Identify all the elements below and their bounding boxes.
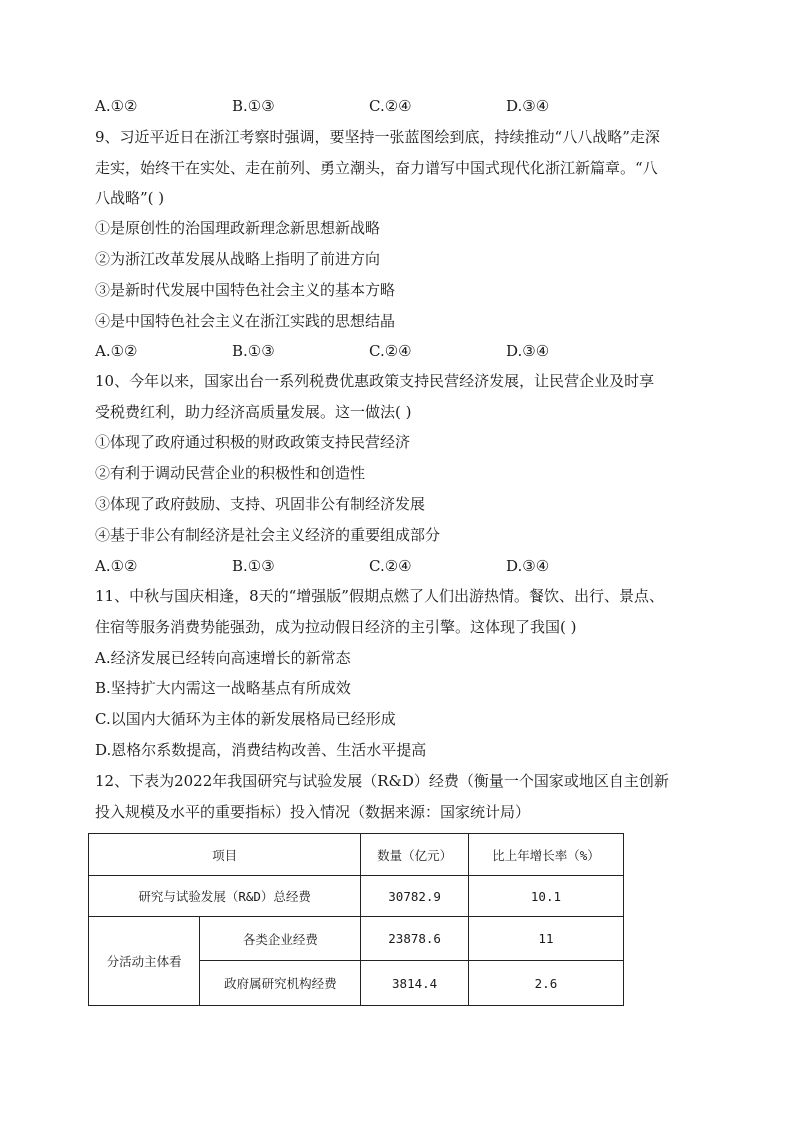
q9-option-a[interactable]: A.①② [95, 342, 138, 360]
q8-options [95, 96, 705, 116]
total-amount: 30782.9 [361, 876, 469, 917]
row-label: 各类企业经费 [200, 917, 361, 961]
q10-stem-line-2: 受税费红利，助力经济高质量发展。这一做法( ) [95, 403, 412, 421]
q9-item-2: ②为浙江改革发展从战略上指明了前进方向 [95, 250, 381, 268]
q11-option-a[interactable]: A.经济发展已经转向高速增长的新常态 [95, 649, 351, 667]
table-row [89, 917, 624, 961]
q10-option-d[interactable]: D.③④ [506, 557, 550, 575]
q8-option-c[interactable]: C.②④ [369, 97, 412, 115]
q10-option-b[interactable]: B.①③ [232, 557, 275, 575]
header-growth: 比上年增长率（%） [468, 834, 623, 876]
group-label: 分活动主体看 [89, 917, 200, 1006]
q11-option-b[interactable]: B.坚持扩大内需这一战略基点有所成效 [95, 679, 351, 697]
row-growth: 11 [468, 917, 623, 961]
total-growth: 10.1 [468, 876, 623, 917]
header-amount: 数量（亿元） [361, 834, 469, 876]
q9-item-3: ③是新时代发展中国特色社会主义的基本方略 [95, 281, 396, 299]
table-header-row [89, 834, 624, 876]
q10-item-1: ①体现了政府通过积极的财政政策支持民营经济 [95, 433, 411, 451]
total-label: 研究与试验发展（R&D）总经费 [89, 876, 361, 917]
q11-stem-line-1: 11、中秋与国庆相逢，8天的“增强版”假期点燃了人们出游热情。餐饮、出行、景点、 [95, 587, 664, 605]
rd-expenditure-table [88, 833, 624, 1006]
q10-item-2: ②有利于调动民营企业的积极性和创造性 [95, 464, 366, 482]
q10-item-3: ③体现了政府鼓励、支持、巩固非公有制经济发展 [95, 495, 426, 513]
row-amount: 3814.4 [361, 961, 469, 1006]
q9-option-c[interactable]: C.②④ [369, 342, 412, 360]
q12-stem-line-2: 投入规模及水平的重要指标）投入情况（数据来源：国家统计局） [95, 803, 531, 821]
q9-stem-line-2: 走实，始终干在实处、走在前列、勇立潮头，奋力谱写中国式现代化浙江新篇章。“八 [95, 159, 658, 177]
q11-option-c[interactable]: C.以国内大循环为主体的新发展格局已经形成 [95, 710, 396, 728]
q11-stem-line-2: 住宿等服务消费势能强劲，成为拉动假日经济的主引擎。这体现了我国( ) [95, 618, 577, 636]
q8-option-a[interactable]: A.①② [95, 97, 138, 115]
q10-options [95, 556, 705, 576]
q9-options [95, 341, 705, 361]
q9-item-4: ④是中国特色社会主义在浙江实践的思想结晶 [95, 312, 396, 330]
q9-stem-line-1: 9、习近平近日在浙江考察时强调，要坚持一张蓝图绘到底，持续推动“八八战略”走深 [95, 128, 660, 146]
q10-stem-line-1: 10、今年以来，国家出台一系列税费优惠政策支持民营经济发展，让民营企业及时享 [95, 372, 655, 390]
q9-option-b[interactable]: B.①③ [232, 342, 275, 360]
q8-option-d[interactable]: D.③④ [506, 97, 550, 115]
q10-option-a[interactable]: A.①② [95, 557, 138, 575]
q9-stem-line-3: 八战略”( ) [95, 189, 165, 207]
row-amount: 23878.6 [361, 917, 469, 961]
q9-item-1: ①是原创性的治国理政新理念新思想新战略 [95, 219, 381, 237]
q8-option-b[interactable]: B.①③ [232, 97, 275, 115]
q10-item-4: ④基于非公有制经济是社会主义经济的重要组成部分 [95, 526, 441, 544]
q12-stem-line-1: 12、下表为2022年我国研究与试验发展（R&D）经费（衡量一个国家或地区自主创新 [95, 772, 669, 790]
q10-option-c[interactable]: C.②④ [369, 557, 412, 575]
row-label: 政府属研究机构经费 [200, 961, 361, 1006]
header-item: 项目 [89, 834, 361, 876]
row-growth: 2.6 [468, 961, 623, 1006]
q11-option-d[interactable]: D.恩格尔系数提高，消费结构改善、生活水平提高 [95, 741, 427, 759]
table-row [89, 876, 624, 917]
q9-option-d[interactable]: D.③④ [506, 342, 550, 360]
